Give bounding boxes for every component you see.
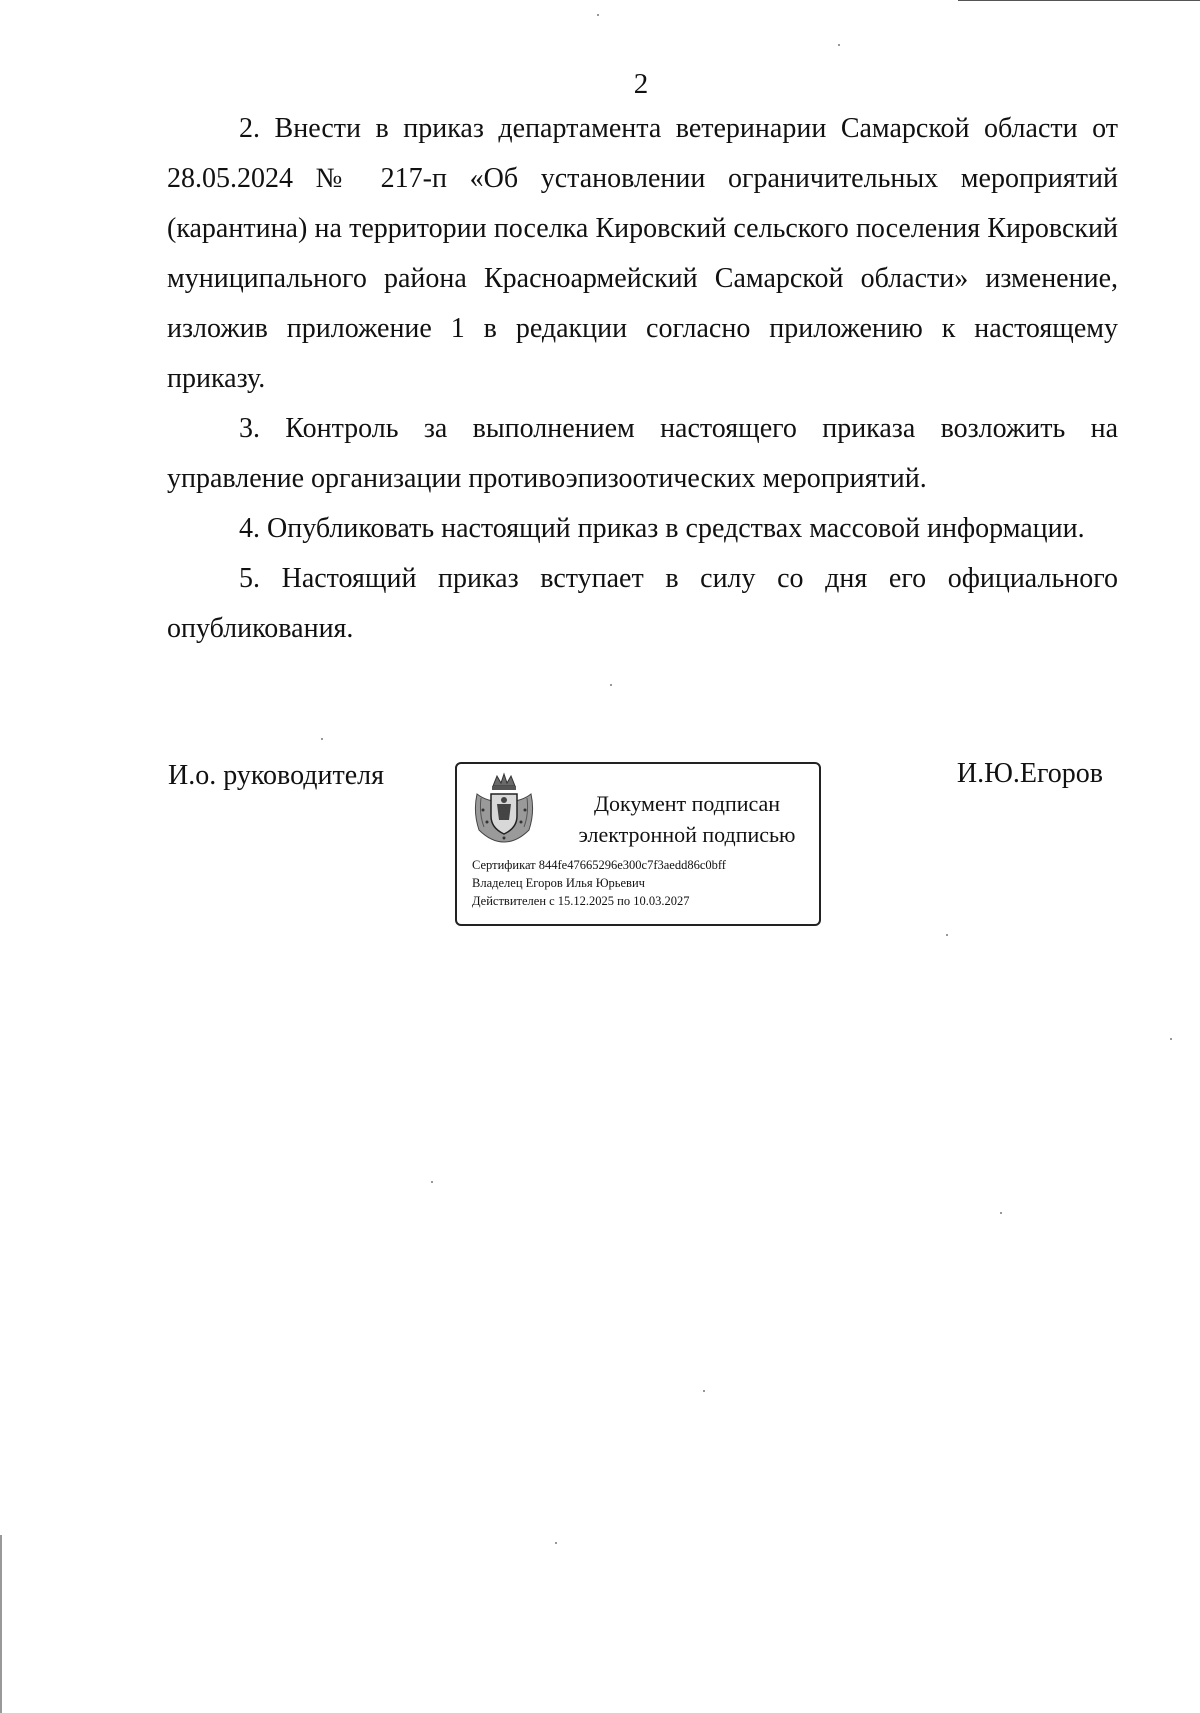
scan-speck (321, 738, 323, 740)
scan-speck (838, 44, 840, 46)
coat-of-arms-icon (471, 772, 537, 844)
scan-speck (597, 14, 599, 16)
signatory-position: И.о. руководителя (168, 760, 385, 791)
stamp-details (472, 856, 726, 910)
certificate-number: Сертификат 844fe47665296e300c7f3aedd86c0bff (472, 858, 726, 872)
scan-speck (555, 1542, 557, 1544)
page-number: 2 (633, 68, 649, 100)
paragraph-5: 5. Настоящий приказ вступает в силу со дня его официального опубликования. (167, 563, 1118, 644)
order-text (167, 104, 1118, 654)
stamp-title (557, 788, 817, 850)
electronic-signature-stamp (455, 762, 821, 926)
scan-speck (610, 684, 612, 686)
scan-speck (1000, 1212, 1002, 1214)
scan-speck (946, 934, 948, 936)
stamp-title-line-1: Документ подписан (593, 791, 781, 816)
certificate-owner: Владелец Егоров Илья Юрьевич (472, 876, 645, 890)
paragraph-2: 2. Внести в приказ департамента ветеринарии Самарской области от 28.05.2024 № 217-п «Об установлении ограничительных мероприятий (карантина) на территории поселка Кировский сельского поселения Кировский муниципального района Красноармейский Самарской области» изменение, изложив приложение 1 в редакции согласно приложению к настоящему приказу. (167, 113, 1118, 394)
scan-edge-line (958, 0, 1200, 1)
stamp-title-line-2: электронной подписью (578, 822, 796, 847)
certificate-validity: Действителен с 15.12.2025 по 10.03.2027 (472, 894, 690, 908)
signatory-name: И.Ю.Егоров (956, 758, 1103, 789)
paragraph-4: 4. Опубликовать настоящий приказ в средствах массовой информации. (239, 513, 1085, 544)
paragraph-3: 3. Контроль за выполнением настоящего приказа возложить на управление организации противоэпизоотических мероприятий. (167, 413, 1118, 494)
scan-edge-line-left (0, 1535, 2, 1713)
scan-speck (703, 1390, 705, 1392)
scan-speck (431, 1181, 433, 1183)
scan-speck (1170, 1038, 1172, 1040)
